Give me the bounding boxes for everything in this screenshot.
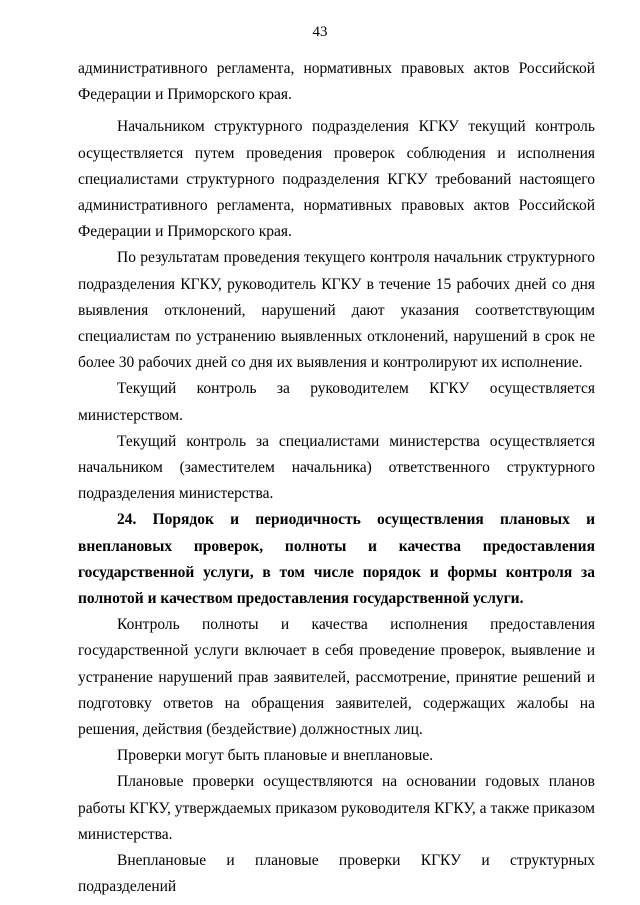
paragraph-control-of-director: Текущий контроль за руководителем КГКУ осуществляется министерством. (78, 380, 595, 424)
paragraph-continuation: административного регламента, нормативных правовых актов Российской Федерации и Приморского края. (78, 60, 595, 104)
paragraph-unplanned-inspections: Внеплановые и плановые проверки КГКУ и структурных подразделений (78, 852, 595, 896)
paragraph-control-of-specialists: Текущий контроль за специалистами министерства осуществляется начальником (заместителем начальника) ответственного структурного подразделения министерства. (78, 432, 595, 503)
paragraph-quality-control: Контроль полноты и качества исполнения предоставления государственной услуги включает в себя проведение проверок, выявление и устранение нарушений прав заявителей, рассмотрение, принятие решений и подготовку ответов на обращения заявителей, содержащих жалобы на решения, действия (бездействие) должностных лиц. (78, 616, 595, 739)
paragraph-planned-inspections: Плановые проверки осуществляются на основании годовых планов работы КГКУ, утверждаемых приказом руководителя КГКУ, а также приказом министерства. (78, 773, 595, 843)
paragraph-control-results: По результатам проведения текущего контроля начальник структурного подразделения КГКУ, руководитель КГКУ в течение 15 рабочих дней со дня выявления отклонений, нарушений дают указания соответствующим специалистам по устранению выявленных отклонений, нарушений в срок не более 30 рабочих дней со дня их выявления и контролируют их исполнение. (78, 249, 595, 372)
paragraph-current-control-head: Начальником структурного подразделения КГКУ текущий контроль осуществляется путем проведения проверок соблюдения и исполнения специалистами структурного подразделения КГКУ требований настоящего административного регламента, нормативных правовых актов Российской Федерации и Приморского края. (78, 118, 595, 241)
section-heading-24: 24. Порядок и периодичность осуществления плановых и внеплановых проверок, полноты и качества предоставления государственной услуги, в том числе порядок и формы контроля за полнотой и качеством предоставления государственной услуги. (78, 511, 595, 608)
document-body (78, 56, 595, 901)
page-number: 43 (312, 24, 328, 40)
paragraph-inspection-types: Проверки могут быть плановые и внеплановые. (117, 747, 434, 765)
